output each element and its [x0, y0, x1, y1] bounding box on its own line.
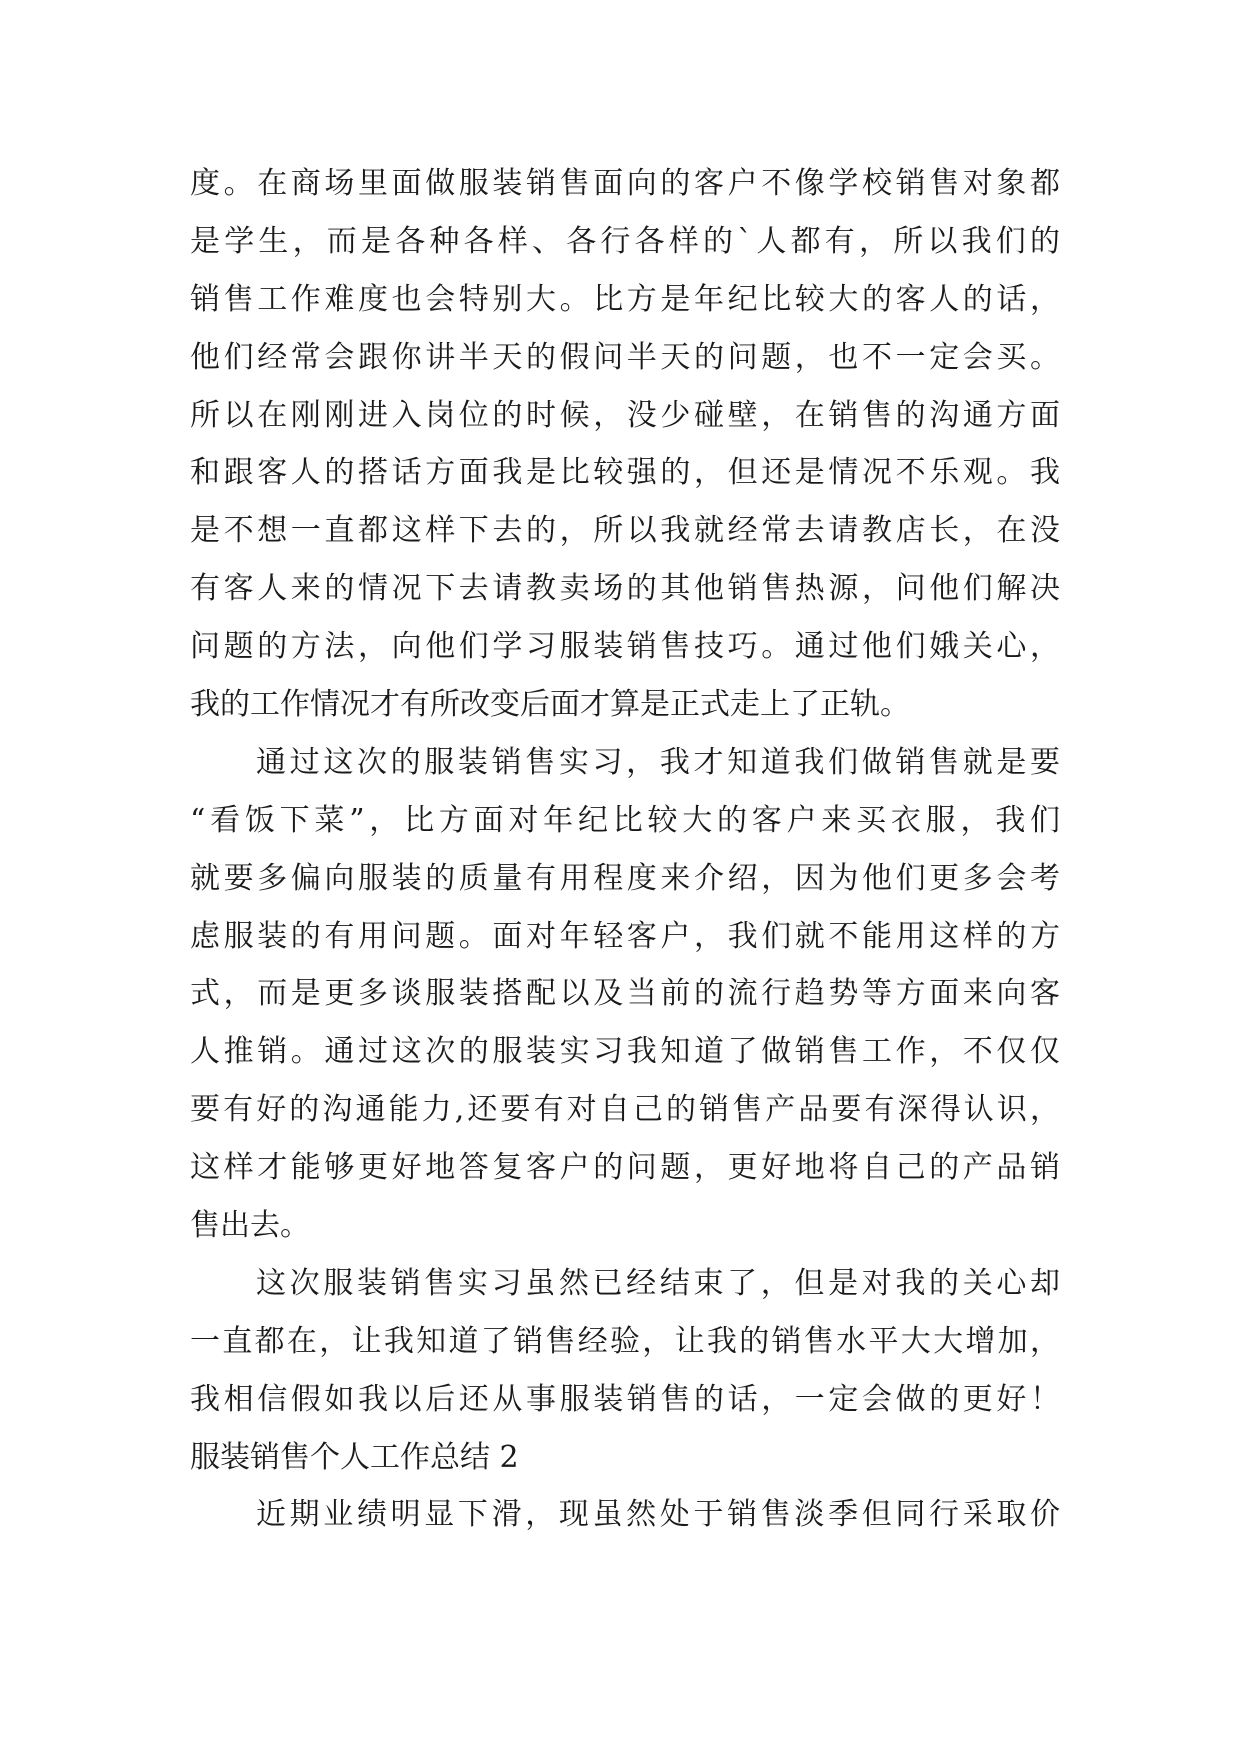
text-line: 售出去。	[190, 1208, 310, 1244]
section-heading: 服装销售个人工作总结 2	[190, 1439, 519, 1475]
text-line: 一直都在，让我知道了销售经验，让我的销售水平大大增加，	[190, 1323, 1060, 1359]
text-line: 销售工作难度也会特别大。比方是年纪比较大的客人的话，	[190, 281, 1060, 317]
document-page	[190, 155, 1060, 1544]
text-line: “看饭下菜”，比方面对年纪比较大的客户来买衣服，我们	[190, 802, 1060, 838]
text-line: 这样才能够更好地答复客户的问题，更好地将自己的产品销	[190, 1150, 1060, 1186]
text-line: 度。在商场里面做服装销售面向的客户不像学校销售对象都	[190, 166, 1060, 201]
text-line: 是不想一直都这样下去的，所以我就经常去请教店长，在没	[190, 513, 1060, 549]
text-line: 我相信假如我以后还从事服装销售的话，一定会做的更好！	[190, 1381, 1060, 1417]
text-line: 有客人来的情况下去请教卖场的其他销售热源，问他们解决	[190, 571, 1060, 607]
text-line: 问题的方法，向他们学习服装销售技巧。通过他们娥关心，	[190, 629, 1060, 665]
text-line: 所以在刚刚进入岗位的时候，没少碰壁，在销售的沟通方面	[190, 397, 1060, 433]
text-line: 是学生，而是各种各样、各行各样的`人都有，所以我们的	[190, 223, 1060, 259]
text-line: 他们经常会跟你讲半天的假问半天的问题，也不一定会买。	[190, 339, 1060, 375]
text-line: 要有好的沟通能力,还要有对自己的销售产品要有深得认识，	[190, 1092, 1060, 1128]
paragraph-start-line: 通过这次的服装销售实习，我才知道我们做销售就是要	[256, 744, 1060, 780]
paragraph-start-line: 这次服装销售实习虽然已经结束了，但是对我的关心却	[256, 1265, 1060, 1301]
text-line: 人推销。通过这次的服装实习我知道了做销售工作，不仅仅	[190, 1034, 1060, 1070]
paragraph-start-line: 近期业绩明显下滑，现虽然处于销售淡季但同行采取价	[256, 1497, 1060, 1533]
text-line: 虑服装的有用问题。面对年轻客户，我们就不能用这样的方	[190, 918, 1060, 954]
text-line: 和跟客人的搭话方面我是比较强的，但还是情况不乐观。我	[190, 455, 1060, 491]
text-line: 我的工作情况才有所改变后面才算是正式走上了正轨。	[190, 687, 910, 723]
text-line: 式，而是更多谈服装搭配以及当前的流行趋势等方面来向客	[190, 976, 1060, 1012]
text-line: 就要多偏向服装的质量有用程度来介绍，因为他们更多会考	[190, 860, 1060, 896]
